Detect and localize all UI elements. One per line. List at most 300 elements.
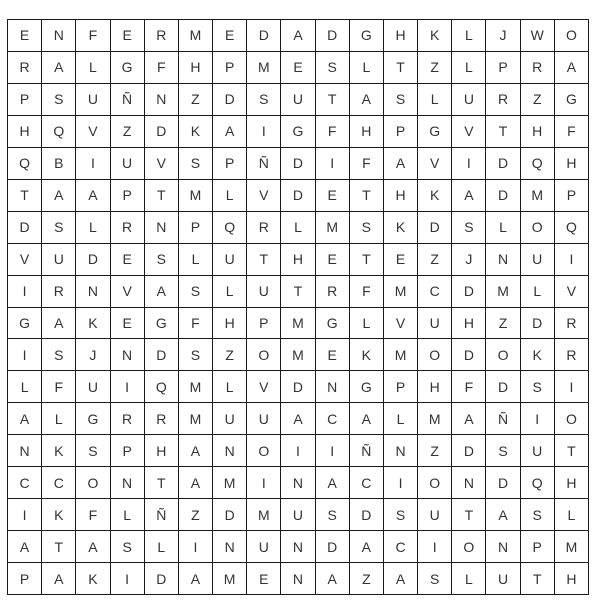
grid-cell[interactable]: P [384, 371, 418, 403]
grid-cell[interactable]: U [247, 276, 281, 308]
grid-cell[interactable]: D [486, 148, 520, 180]
grid-cell[interactable]: K [418, 180, 452, 212]
grid-cell[interactable]: U [76, 84, 110, 116]
grid-cell[interactable]: S [179, 339, 213, 371]
grid-cell[interactable]: P [384, 116, 418, 148]
grid-cell[interactable]: T [8, 180, 42, 212]
grid-cell[interactable]: D [418, 212, 452, 244]
grid-cell[interactable]: V [555, 276, 589, 308]
grid-cell[interactable]: L [179, 244, 213, 276]
grid-cell[interactable]: A [42, 308, 76, 340]
grid-cell[interactable]: C [350, 467, 384, 499]
grid-cell[interactable]: K [42, 499, 76, 531]
grid-cell[interactable]: M [281, 308, 315, 340]
grid-cell[interactable]: K [76, 308, 110, 340]
grid-cell[interactable]: S [145, 244, 179, 276]
grid-cell[interactable]: K [42, 435, 76, 467]
grid-cell[interactable]: F [76, 499, 110, 531]
grid-cell[interactable]: W [521, 20, 555, 52]
grid-cell[interactable]: A [452, 403, 486, 435]
grid-cell[interactable]: D [145, 563, 179, 595]
grid-cell[interactable]: S [316, 52, 350, 84]
grid-cell[interactable]: V [452, 116, 486, 148]
grid-cell[interactable]: A [452, 180, 486, 212]
grid-cell[interactable]: Z [418, 244, 452, 276]
grid-cell[interactable]: O [486, 339, 520, 371]
grid-cell[interactable]: P [486, 52, 520, 84]
grid-cell[interactable]: E [247, 563, 281, 595]
grid-cell[interactable]: A [316, 467, 350, 499]
grid-cell[interactable]: S [42, 84, 76, 116]
grid-cell[interactable]: A [76, 531, 110, 563]
grid-cell[interactable]: H [281, 244, 315, 276]
grid-cell[interactable]: S [452, 212, 486, 244]
grid-cell[interactable]: F [555, 116, 589, 148]
grid-cell[interactable]: Z [418, 52, 452, 84]
grid-cell[interactable]: D [486, 371, 520, 403]
grid-cell[interactable]: A [179, 563, 213, 595]
grid-cell[interactable]: D [8, 212, 42, 244]
grid-cell[interactable]: Q [521, 148, 555, 180]
grid-cell[interactable]: D [452, 276, 486, 308]
grid-cell[interactable]: M [486, 276, 520, 308]
grid-cell[interactable]: A [486, 499, 520, 531]
grid-cell[interactable]: B [42, 148, 76, 180]
grid-cell[interactable]: M [247, 499, 281, 531]
grid-cell[interactable]: D [247, 20, 281, 52]
grid-cell[interactable]: N [8, 435, 42, 467]
grid-cell[interactable]: D [350, 499, 384, 531]
grid-cell[interactable]: R [42, 276, 76, 308]
grid-cell[interactable]: M [247, 52, 281, 84]
grid-cell[interactable]: A [384, 563, 418, 595]
grid-cell[interactable]: L [76, 52, 110, 84]
grid-cell[interactable]: S [316, 499, 350, 531]
grid-cell[interactable]: A [42, 180, 76, 212]
grid-cell[interactable]: I [555, 371, 589, 403]
grid-cell[interactable]: G [316, 308, 350, 340]
grid-cell[interactable]: Z [418, 435, 452, 467]
grid-cell[interactable]: J [452, 244, 486, 276]
grid-cell[interactable]: S [521, 499, 555, 531]
grid-cell[interactable]: A [316, 563, 350, 595]
grid-cell[interactable]: D [316, 531, 350, 563]
grid-cell[interactable]: N [145, 84, 179, 116]
grid-cell[interactable]: L [384, 403, 418, 435]
grid-cell[interactable]: R [8, 52, 42, 84]
grid-cell[interactable]: A [179, 435, 213, 467]
grid-cell[interactable]: V [111, 276, 145, 308]
grid-cell[interactable]: F [42, 371, 76, 403]
grid-cell[interactable]: T [42, 531, 76, 563]
grid-cell[interactable]: P [555, 180, 589, 212]
grid-cell[interactable]: I [76, 148, 110, 180]
grid-cell[interactable]: T [452, 499, 486, 531]
grid-cell[interactable]: H [384, 180, 418, 212]
grid-cell[interactable]: U [42, 244, 76, 276]
grid-cell[interactable]: C [8, 467, 42, 499]
grid-cell[interactable]: Z [486, 308, 520, 340]
grid-cell[interactable]: G [111, 52, 145, 84]
grid-cell[interactable]: L [213, 180, 247, 212]
grid-cell[interactable]: L [486, 212, 520, 244]
grid-cell[interactable]: U [247, 531, 281, 563]
grid-cell[interactable]: Q [42, 116, 76, 148]
grid-cell[interactable]: I [452, 148, 486, 180]
grid-cell[interactable]: U [452, 84, 486, 116]
grid-cell[interactable]: I [316, 435, 350, 467]
grid-cell[interactable]: A [350, 403, 384, 435]
grid-cell[interactable]: M [179, 371, 213, 403]
grid-cell[interactable]: O [555, 20, 589, 52]
grid-cell[interactable]: C [384, 531, 418, 563]
grid-cell[interactable]: N [486, 244, 520, 276]
grid-cell[interactable]: Q [145, 371, 179, 403]
grid-cell[interactable]: D [281, 371, 315, 403]
grid-cell[interactable]: L [555, 499, 589, 531]
grid-cell[interactable]: T [486, 116, 520, 148]
grid-cell[interactable]: O [247, 435, 281, 467]
grid-cell[interactable]: A [350, 84, 384, 116]
grid-cell[interactable]: Ñ [247, 148, 281, 180]
grid-cell[interactable]: A [281, 403, 315, 435]
grid-cell[interactable]: T [555, 435, 589, 467]
grid-cell[interactable]: N [384, 435, 418, 467]
grid-cell[interactable]: S [76, 435, 110, 467]
grid-cell[interactable]: V [247, 371, 281, 403]
grid-cell[interactable]: N [42, 20, 76, 52]
grid-cell[interactable]: Ñ [350, 435, 384, 467]
grid-cell[interactable]: F [452, 371, 486, 403]
grid-cell[interactable]: T [384, 52, 418, 84]
grid-cell[interactable]: N [213, 435, 247, 467]
grid-cell[interactable]: T [281, 276, 315, 308]
grid-cell[interactable]: Z [521, 84, 555, 116]
grid-cell[interactable]: I [179, 531, 213, 563]
grid-cell[interactable]: E [111, 244, 145, 276]
grid-cell[interactable]: E [111, 308, 145, 340]
grid-cell[interactable]: N [281, 563, 315, 595]
grid-cell[interactable]: L [76, 212, 110, 244]
grid-cell[interactable]: I [384, 467, 418, 499]
grid-cell[interactable]: U [521, 435, 555, 467]
grid-cell[interactable]: D [486, 180, 520, 212]
grid-cell[interactable]: N [316, 371, 350, 403]
grid-cell[interactable]: R [316, 276, 350, 308]
grid-cell[interactable]: P [213, 52, 247, 84]
grid-cell[interactable]: E [316, 339, 350, 371]
grid-cell[interactable]: U [486, 563, 520, 595]
grid-cell[interactable]: S [350, 212, 384, 244]
grid-cell[interactable]: N [111, 339, 145, 371]
grid-cell[interactable]: S [179, 148, 213, 180]
grid-cell[interactable]: K [179, 116, 213, 148]
grid-cell[interactable]: U [418, 308, 452, 340]
grid-cell[interactable]: A [76, 180, 110, 212]
grid-cell[interactable]: R [521, 52, 555, 84]
grid-cell[interactable]: G [418, 116, 452, 148]
grid-cell[interactable]: H [555, 563, 589, 595]
grid-cell[interactable]: L [42, 403, 76, 435]
grid-cell[interactable]: A [145, 276, 179, 308]
grid-cell[interactable]: F [350, 148, 384, 180]
grid-cell[interactable]: Z [213, 339, 247, 371]
grid-cell[interactable]: U [281, 84, 315, 116]
grid-cell[interactable]: Ñ [111, 84, 145, 116]
grid-cell[interactable]: I [111, 371, 145, 403]
grid-cell[interactable]: G [350, 371, 384, 403]
grid-cell[interactable]: I [418, 531, 452, 563]
grid-cell[interactable]: D [486, 467, 520, 499]
grid-cell[interactable]: A [42, 563, 76, 595]
grid-cell[interactable]: E [111, 20, 145, 52]
grid-cell[interactable]: D [452, 339, 486, 371]
grid-cell[interactable]: O [521, 212, 555, 244]
grid-cell[interactable]: U [247, 403, 281, 435]
grid-cell[interactable]: I [111, 563, 145, 595]
grid-cell[interactable]: M [418, 403, 452, 435]
grid-cell[interactable]: L [350, 308, 384, 340]
grid-cell[interactable]: D [145, 116, 179, 148]
grid-cell[interactable]: G [350, 20, 384, 52]
grid-cell[interactable]: E [316, 244, 350, 276]
grid-cell[interactable]: I [8, 276, 42, 308]
grid-cell[interactable]: R [555, 308, 589, 340]
grid-cell[interactable]: T [247, 244, 281, 276]
grid-cell[interactable]: O [76, 467, 110, 499]
grid-cell[interactable]: Z [350, 563, 384, 595]
grid-cell[interactable]: U [213, 244, 247, 276]
grid-cell[interactable]: N [111, 467, 145, 499]
grid-cell[interactable]: M [179, 403, 213, 435]
grid-cell[interactable]: H [145, 435, 179, 467]
grid-cell[interactable]: Q [555, 212, 589, 244]
grid-cell[interactable]: V [384, 308, 418, 340]
grid-cell[interactable]: N [76, 276, 110, 308]
grid-cell[interactable]: G [76, 403, 110, 435]
grid-cell[interactable]: P [521, 531, 555, 563]
grid-cell[interactable]: D [213, 499, 247, 531]
grid-cell[interactable]: N [486, 531, 520, 563]
grid-cell[interactable]: H [213, 308, 247, 340]
grid-cell[interactable]: N [145, 212, 179, 244]
grid-cell[interactable]: C [316, 403, 350, 435]
grid-cell[interactable]: P [8, 563, 42, 595]
grid-cell[interactable]: D [213, 84, 247, 116]
grid-cell[interactable]: V [76, 116, 110, 148]
grid-cell[interactable]: L [213, 371, 247, 403]
grid-cell[interactable]: S [42, 212, 76, 244]
grid-cell[interactable]: O [555, 403, 589, 435]
grid-cell[interactable]: I [521, 403, 555, 435]
grid-cell[interactable]: M [555, 531, 589, 563]
grid-cell[interactable]: Z [111, 116, 145, 148]
grid-cell[interactable]: H [8, 116, 42, 148]
grid-cell[interactable]: T [145, 180, 179, 212]
grid-cell[interactable]: V [145, 148, 179, 180]
grid-cell[interactable]: R [111, 212, 145, 244]
grid-cell[interactable]: U [111, 148, 145, 180]
grid-cell[interactable]: V [247, 180, 281, 212]
grid-cell[interactable]: U [76, 371, 110, 403]
grid-cell[interactable]: F [350, 276, 384, 308]
grid-cell[interactable]: O [452, 531, 486, 563]
grid-cell[interactable]: M [316, 212, 350, 244]
grid-cell[interactable]: D [452, 435, 486, 467]
grid-cell[interactable]: P [8, 84, 42, 116]
grid-cell[interactable]: S [418, 563, 452, 595]
grid-cell[interactable]: A [8, 531, 42, 563]
grid-cell[interactable]: R [145, 20, 179, 52]
grid-cell[interactable]: G [8, 308, 42, 340]
grid-cell[interactable]: V [418, 148, 452, 180]
grid-cell[interactable]: K [350, 339, 384, 371]
grid-cell[interactable]: A [350, 531, 384, 563]
grid-cell[interactable]: I [555, 244, 589, 276]
grid-cell[interactable]: Q [521, 467, 555, 499]
grid-cell[interactable]: Q [8, 148, 42, 180]
grid-cell[interactable]: M [384, 276, 418, 308]
grid-cell[interactable]: P [111, 435, 145, 467]
grid-cell[interactable]: L [281, 212, 315, 244]
grid-cell[interactable]: L [111, 499, 145, 531]
grid-cell[interactable]: L [8, 371, 42, 403]
grid-cell[interactable]: K [384, 212, 418, 244]
grid-cell[interactable]: I [247, 116, 281, 148]
grid-cell[interactable]: P [111, 180, 145, 212]
grid-cell[interactable]: I [8, 499, 42, 531]
grid-cell[interactable]: R [247, 212, 281, 244]
grid-cell[interactable]: N [281, 467, 315, 499]
grid-cell[interactable]: H [179, 52, 213, 84]
grid-cell[interactable]: R [486, 84, 520, 116]
grid-cell[interactable]: S [42, 339, 76, 371]
grid-cell[interactable]: R [555, 339, 589, 371]
grid-cell[interactable]: M [179, 20, 213, 52]
grid-cell[interactable]: R [145, 403, 179, 435]
grid-cell[interactable]: H [350, 116, 384, 148]
grid-cell[interactable]: T [316, 84, 350, 116]
grid-cell[interactable]: K [418, 20, 452, 52]
grid-cell[interactable]: A [555, 52, 589, 84]
grid-cell[interactable]: I [281, 435, 315, 467]
grid-cell[interactable]: D [281, 148, 315, 180]
grid-cell[interactable]: A [281, 20, 315, 52]
grid-cell[interactable]: A [8, 403, 42, 435]
grid-cell[interactable]: T [145, 467, 179, 499]
grid-cell[interactable]: M [384, 339, 418, 371]
grid-cell[interactable]: H [555, 467, 589, 499]
grid-cell[interactable]: S [521, 371, 555, 403]
grid-cell[interactable]: S [384, 499, 418, 531]
grid-cell[interactable]: L [452, 563, 486, 595]
grid-cell[interactable]: L [350, 52, 384, 84]
grid-cell[interactable]: Q [213, 212, 247, 244]
grid-cell[interactable]: S [179, 276, 213, 308]
grid-cell[interactable]: U [521, 244, 555, 276]
grid-cell[interactable]: H [384, 20, 418, 52]
grid-cell[interactable]: M [213, 467, 247, 499]
grid-cell[interactable]: D [76, 244, 110, 276]
grid-cell[interactable]: N [452, 467, 486, 499]
grid-cell[interactable]: D [521, 308, 555, 340]
grid-cell[interactable]: G [555, 84, 589, 116]
grid-cell[interactable]: S [486, 435, 520, 467]
grid-cell[interactable]: L [213, 276, 247, 308]
grid-cell[interactable]: D [281, 180, 315, 212]
grid-cell[interactable]: H [418, 371, 452, 403]
grid-cell[interactable]: H [555, 148, 589, 180]
grid-cell[interactable]: L [418, 84, 452, 116]
grid-cell[interactable]: J [76, 339, 110, 371]
grid-cell[interactable]: V [8, 244, 42, 276]
grid-cell[interactable]: U [213, 403, 247, 435]
grid-cell[interactable]: O [418, 467, 452, 499]
grid-cell[interactable]: C [418, 276, 452, 308]
grid-cell[interactable]: Ñ [486, 403, 520, 435]
grid-cell[interactable]: E [384, 244, 418, 276]
grid-cell[interactable]: D [316, 20, 350, 52]
grid-cell[interactable]: P [179, 212, 213, 244]
grid-cell[interactable]: K [76, 563, 110, 595]
grid-cell[interactable]: E [281, 52, 315, 84]
grid-cell[interactable]: L [145, 531, 179, 563]
grid-cell[interactable]: P [213, 148, 247, 180]
grid-cell[interactable]: H [521, 116, 555, 148]
grid-cell[interactable]: C [42, 467, 76, 499]
grid-cell[interactable]: A [179, 467, 213, 499]
grid-cell[interactable]: S [111, 531, 145, 563]
grid-cell[interactable]: F [179, 308, 213, 340]
grid-cell[interactable]: R [111, 403, 145, 435]
grid-cell[interactable]: K [521, 339, 555, 371]
grid-cell[interactable]: O [247, 339, 281, 371]
grid-cell[interactable]: S [384, 84, 418, 116]
grid-cell[interactable]: S [247, 84, 281, 116]
grid-cell[interactable]: A [384, 148, 418, 180]
grid-cell[interactable]: I [247, 467, 281, 499]
grid-cell[interactable]: O [418, 339, 452, 371]
grid-cell[interactable]: J [486, 20, 520, 52]
grid-cell[interactable]: I [8, 339, 42, 371]
grid-cell[interactable]: M [281, 339, 315, 371]
grid-cell[interactable]: U [418, 499, 452, 531]
grid-cell[interactable]: D [145, 339, 179, 371]
grid-cell[interactable]: A [213, 116, 247, 148]
grid-cell[interactable]: G [281, 116, 315, 148]
grid-cell[interactable]: M [213, 563, 247, 595]
grid-cell[interactable]: F [145, 52, 179, 84]
grid-cell[interactable]: L [452, 52, 486, 84]
grid-cell[interactable]: I [316, 148, 350, 180]
grid-cell[interactable]: G [145, 308, 179, 340]
grid-cell[interactable]: L [452, 20, 486, 52]
grid-cell[interactable]: T [521, 563, 555, 595]
grid-cell[interactable]: E [213, 20, 247, 52]
grid-cell[interactable]: F [76, 20, 110, 52]
grid-cell[interactable]: N [213, 531, 247, 563]
grid-cell[interactable]: M [521, 180, 555, 212]
grid-cell[interactable]: M [179, 180, 213, 212]
grid-cell[interactable]: Z [179, 84, 213, 116]
grid-cell[interactable]: T [350, 180, 384, 212]
grid-cell[interactable]: Z [179, 499, 213, 531]
grid-cell[interactable]: L [521, 276, 555, 308]
grid-cell[interactable]: E [316, 180, 350, 212]
grid-cell[interactable]: H [452, 308, 486, 340]
grid-cell[interactable]: A [42, 52, 76, 84]
grid-cell[interactable]: Ñ [145, 499, 179, 531]
